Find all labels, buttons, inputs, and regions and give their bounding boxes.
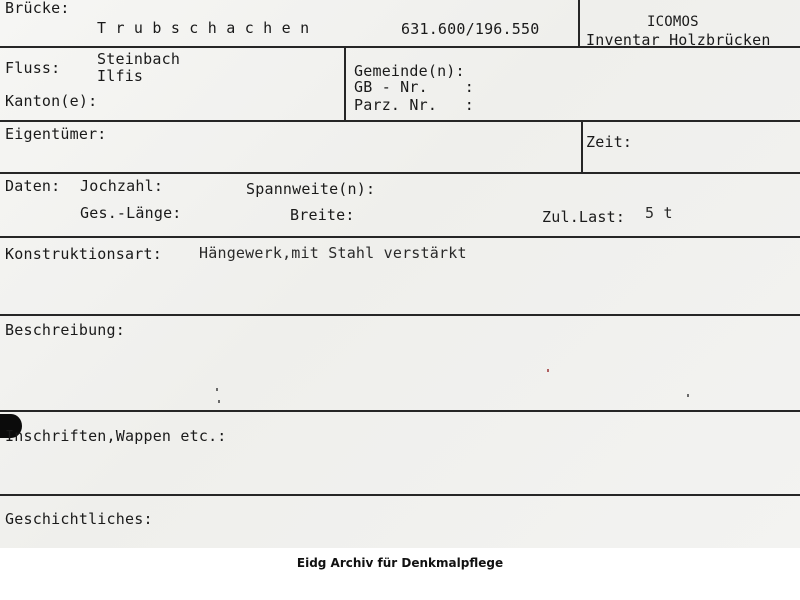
rule-daten — [0, 236, 800, 238]
geschichtliches-label: Geschichtliches: — [5, 510, 153, 528]
fluss-label: Fluss: — [5, 59, 61, 77]
konstruktionsart-value: Hängewerk,mit Stahl verstärkt — [199, 244, 467, 262]
paper-speck — [216, 388, 218, 391]
gesamtlaenge-label: Ges.-Länge: — [80, 204, 182, 222]
bruecke-label: Brücke: — [5, 0, 70, 17]
rule-row2 — [0, 120, 800, 122]
eigentuemer-label: Eigentümer: — [5, 125, 107, 143]
rule-konstruktion — [0, 314, 800, 316]
inschriften-label: Inschriften,Wappen etc.: — [5, 427, 227, 445]
paper-speck — [218, 400, 220, 403]
zeit-label: Zeit: — [586, 133, 633, 151]
rule-beschreibung — [0, 410, 800, 412]
zullast-label: Zul.Last: — [542, 208, 626, 226]
gb-nr-label: GB - Nr. : — [354, 78, 474, 96]
rule-inschriften — [0, 494, 800, 496]
paper-speck — [547, 369, 549, 372]
konstruktionsart-label: Konstruktionsart: — [5, 245, 162, 263]
kanton-label: Kanton(e): — [5, 92, 98, 110]
rule-row3 — [0, 172, 800, 174]
fluss-value-1: Steinbach — [97, 50, 181, 68]
breite-label: Breite: — [290, 206, 355, 224]
rule-row2-divider — [344, 46, 346, 120]
archive-caption: Eidg Archiv für Denkmalpflege — [296, 556, 504, 570]
bruecke-value: T r u b s c h a c h e n — [97, 19, 310, 37]
org-subtitle: Inventar Holzbrücken — [586, 31, 771, 49]
fluss-value-2: Ilfis — [97, 67, 144, 85]
daten-label: Daten: — [5, 177, 61, 195]
org-name: ICOMOS — [647, 14, 699, 30]
coordinates: 631.600/196.550 — [401, 20, 540, 38]
gemeinde-label: Gemeinde(n): — [354, 62, 465, 80]
zullast-value: 5 t — [645, 204, 673, 222]
jochzahl-label: Jochzahl: — [80, 177, 164, 195]
rule-header-coord-divider — [578, 0, 580, 46]
parz-nr-label: Parz. Nr. : — [354, 96, 474, 114]
paper-speck — [687, 394, 689, 397]
rule-row3-divider — [581, 120, 583, 172]
spannweite-label: Spannweite(n): — [246, 180, 376, 198]
beschreibung-label: Beschreibung: — [5, 321, 125, 339]
